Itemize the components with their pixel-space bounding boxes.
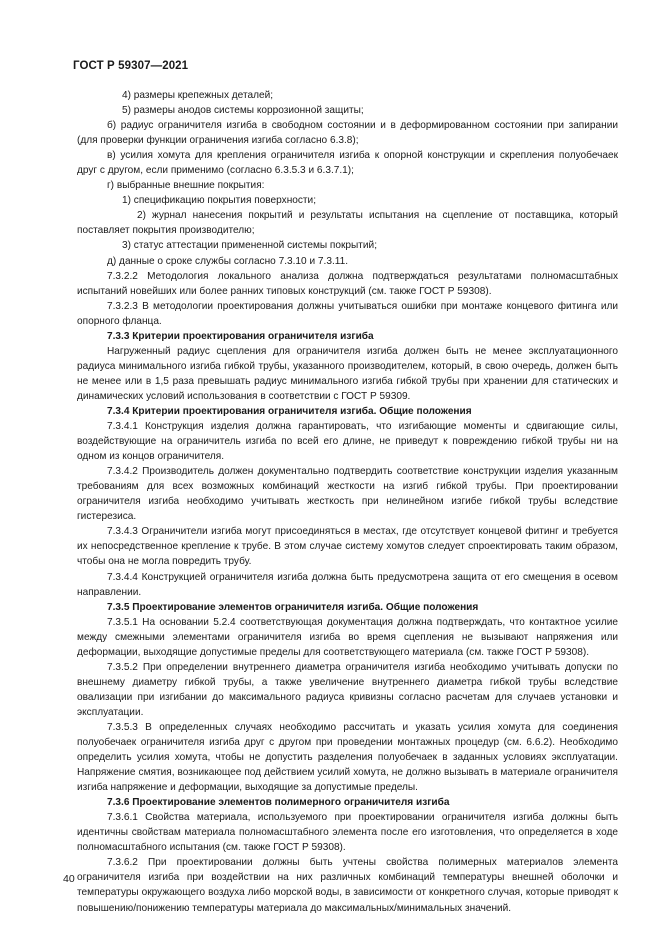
paragraph: 7.3.4.3 Ограничители изгиба могут присоединяться в местах, где отсутствует концевой фитинг и требуется их непосредственное крепление к трубе. В этом случае систему хомутов следует спроектировать таким образом, чтобы она не могла повредить трубу. xyxy=(77,526,618,568)
list-item: б) радиус ограничителя изгиба в свободном состоянии и в деформированном состоянии при запирании (для проверки функции ограничения изгиба согласно 6.3.8); xyxy=(77,120,618,147)
document-header: ГОСТ Р 59307—2021 xyxy=(73,60,189,72)
section-heading: 7.3.3 Критерии проектирования ограничителя изгиба xyxy=(107,330,374,342)
section-heading: 7.3.4 Критерии проектирования ограничителя изгиба. Общие положения xyxy=(107,405,472,417)
paragraph: 7.3.5.2 При определении внутреннего диаметра ограничителя изгиба необходимо учитывать допуски по внешнему диаметру гибкой трубы, а также увеличение внутреннего диаметра гибкой трубы вследствие овализации при изгибании до максимального радиуса кривизны согласно расчетам для случаев установки и эксплуатации. xyxy=(77,661,618,718)
list-item: 5) размеры анодов системы коррозионной защиты; xyxy=(122,105,364,117)
section-heading: 7.3.6 Проектирование элементов полимерного ограничителя изгиба xyxy=(107,797,450,809)
section-heading: 7.3.5 Проектирование элементов ограничителя изгиба. Общие положения xyxy=(107,601,479,613)
paragraph: 7.3.5.3 В определенных случаях необходимо рассчитать и указать усилия хомута для соединения полуобечаек ограничителя изгиба друг с другом при проведении монтажных процедур (см. 6.6.2). Необходимо определить усилия хомута, чтобы не допустить разделения полуобечаек в заданных условиях эксплуатации. Напряжение смятия, возникающее под действием усилий хомута, не должно вызывать в материале ограничителя изгиба напряжение и деформации, выходящие за допустимые пределы. xyxy=(77,721,618,794)
paragraph: 7.3.5.1 На основании 5.2.4 соответствующая документация должна подтверждать, что контактное усилие между смежными элементами ограничителя изгиба во время сцепления не вызывают напряжения или деформации, выходящие допустимые пределы для соответствующего материала (см. также ГОСТ Р 59308). xyxy=(77,616,618,658)
paragraph: 7.3.2.3 В методологии проектирования должны учитываться ошибки при монтаже концевого фитинга или опорного фланца. xyxy=(77,300,618,327)
document-body xyxy=(77,88,618,916)
paragraph: Нагруженный радиус сцепления для ограничителя изгиба должен быть не менее эксплуатационного радиуса минимального изгиба гибкой трубы, указанного производителем, который, в свою очередь, должен быть не менее или в 1,5 раза превышать радиус минимального изгиба гибкой трубы при хранении для статических и динамических условий использования в соответствии с ГОСТ Р 59309. xyxy=(77,345,618,402)
paragraph: 7.3.6.2 При проектировании должны быть учтены свойства полимерных материалов элемента ограничителя изгиба при воздействии на них различных комбинаций температуры внешней оболочки и температуры окружающего воздуха либо морской воды, в зависимости от конкретного случая, которые приводят к повышению/понижению температуры материала до максимальных/минимальных значений. xyxy=(77,857,618,914)
list-item: в) усилия хомута для крепления ограничителя изгиба к опорной конструкции и скрепления полуобечаек друг с другом, если применимо (согласно 6.3.5.3 и 6.3.7.1); xyxy=(77,150,618,177)
list-item: 1) спецификацию покрытия поверхности; xyxy=(122,195,316,207)
paragraph: 7.3.6.1 Свойства материала, используемого при проектировании ограничителя изгиба должны быть идентичны свойствам материала полномасштабного элемента после его изготовления, что определяется в ходе полномасштабного испытания (см. также ГОСТ Р 59308). xyxy=(77,812,618,854)
paragraph: 7.3.4.1 Конструкция изделия должна гарантировать, что изгибающие моменты и сдвигающие силы, воздействующие на ограничитель изгиба по всей его длине, не приведут к повреждению гибкой трубы ни на одном из концов ограничителя. xyxy=(77,421,618,463)
paragraph: 7.3.4.2 Производитель должен документально подтвердить соответствие конструкции изделия указанным требованиям для всех возможных комбинаций жесткости на изгиб гибкой трубы. При проектировании ограничителя изгиба необходимо учитывать жесткость при нелинейном изгибе гибкой трубы вследствие гистерезиса. xyxy=(77,466,618,523)
list-item: г) выбранные внешние покрытия: xyxy=(107,180,265,192)
list-item: 3) статус аттестации примененной системы покрытий; xyxy=(122,240,378,252)
paragraph: 7.3.4.4 Конструкцией ограничителя изгиба должна быть предусмотрена защита от его смещения в осевом направлении. xyxy=(77,571,618,598)
list-item: 2) журнал нанесения покрытий и результаты испытания на сцепление от поставщика, который поставляет покрытия производителю; xyxy=(77,210,618,237)
list-item: 4) размеры крепежных деталей; xyxy=(122,90,274,101)
paragraph: 7.3.2.2 Методология локального анализа должна подтверждаться результатами полномасштабных испытаний новейших или более ранних типовых конструкций (см. также ГОСТ Р 59308). xyxy=(77,270,618,297)
page-number: 40 xyxy=(63,873,75,885)
list-item: д) данные о сроке службы согласно 7.3.10 и 7.3.11. xyxy=(107,255,349,267)
